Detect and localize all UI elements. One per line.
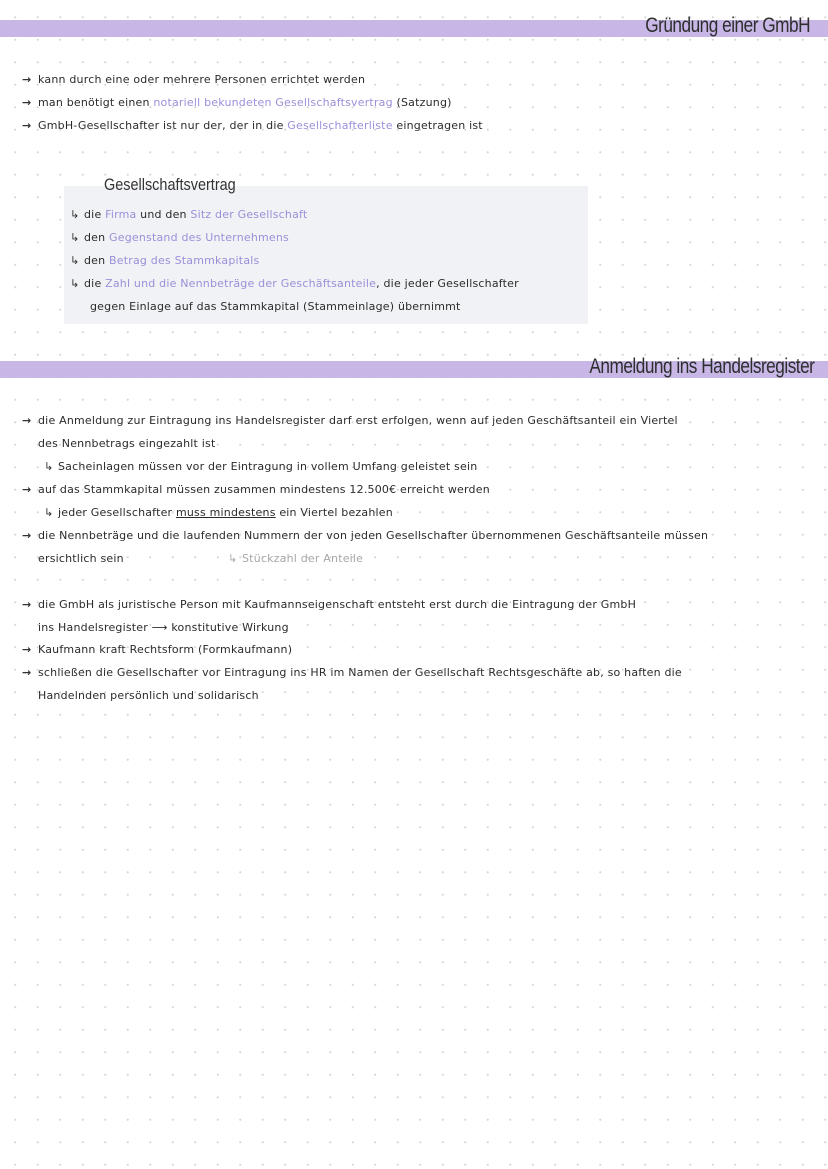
- item-text: die: [84, 208, 106, 221]
- hook-arrow-icon: ↳: [70, 254, 80, 267]
- bullet-line: [22, 666, 682, 680]
- arrow-icon: →: [22, 666, 32, 679]
- item-text: , die jeder Gesellschafter: [376, 277, 519, 290]
- bullet-text: konstitutive Wirkung: [171, 621, 289, 634]
- item-text: den: [84, 231, 110, 244]
- bullet-text: kann durch eine oder mehrere Personen errichtet werden: [38, 73, 366, 86]
- bullet-line: [22, 598, 636, 612]
- bullet-continuation: Handelnden persönlich und solidarisch: [38, 689, 259, 702]
- sub-text: Sacheinlagen müssen vor der Eintragung in vollem Umfang geleistet sein: [58, 460, 478, 473]
- bullet-text: Kaufmann kraft Rechtsform (Formkaufmann): [38, 643, 293, 656]
- box-item: [70, 277, 519, 291]
- highlight-text: Betrag des Stammkapitals: [109, 254, 260, 267]
- arrow-icon: →: [22, 529, 32, 542]
- arrow-icon: →: [22, 96, 32, 109]
- bullet-continuation: ersichtlich sein: [38, 552, 124, 565]
- highlight-text: notariell bekundeten Gesellschaftsvertrag: [153, 96, 393, 109]
- underlined-text: muss mindestens: [175, 506, 276, 519]
- hook-arrow-icon: ↳: [44, 460, 54, 473]
- bullet-text: die Anmeldung zur Eintragung ins Handelsregister darf erst erfolgen, wenn auf jeden Geschäftsanteil ein Viertel: [38, 414, 678, 427]
- bullet-line: [22, 96, 452, 110]
- bullet-line: [22, 414, 678, 428]
- box-item: [70, 231, 289, 245]
- arrow-icon: →: [22, 598, 32, 611]
- sub-text: ein Viertel bezahlen: [275, 506, 393, 519]
- arrow-icon: →: [22, 73, 32, 86]
- bullet-text: schließen die Gesellschafter vor Eintragung ins HR im Namen der Gesellschaft Rechtsgeschäfte ab, so haften die: [38, 666, 682, 679]
- highlight-text: Zahl und die Nennbeträge der Geschäftsanteile: [105, 277, 377, 290]
- bullet-text: GmbH-Gesellschafter ist nur der, der in die: [38, 119, 288, 132]
- bullet-text: (Satzung): [392, 96, 452, 109]
- sub-line: [44, 506, 393, 520]
- note-text: Stückzahl der Anteile: [242, 552, 364, 565]
- sub-line: [44, 460, 477, 474]
- bullet-text: auf das Stammkapital müssen zusammen mindestens 12.500€ erreicht werden: [38, 483, 490, 496]
- hook-arrow-icon: ↳: [44, 506, 54, 519]
- side-note: [228, 552, 363, 566]
- bullet-continuation: des Nennbetrags eingezahlt ist: [38, 437, 216, 450]
- hook-arrow-icon: ↳: [70, 277, 80, 290]
- item-text: und den: [136, 208, 191, 221]
- box-item: [70, 208, 307, 222]
- bullet-line: [22, 483, 490, 497]
- bullet-line: [22, 643, 292, 657]
- bullet-line: [22, 73, 365, 87]
- hook-arrow-icon: ↳: [70, 231, 80, 244]
- sub-text: jeder Gesellschafter: [58, 506, 176, 519]
- bullet-text: die GmbH als juristische Person mit Kaufmannseigenschaft entsteht erst durch die Eintragung der GmbH: [38, 598, 637, 611]
- bullet-line: [22, 119, 483, 133]
- long-arrow-icon: ⟶: [151, 621, 172, 634]
- arrow-icon: →: [22, 119, 32, 132]
- arrow-icon: →: [22, 483, 32, 496]
- hook-arrow-icon: ↳: [228, 552, 238, 565]
- hook-arrow-icon: ↳: [70, 208, 80, 221]
- highlight-text: Sitz der Gesellschaft: [190, 208, 308, 221]
- bullet-line: [22, 529, 708, 543]
- bullet-continuation: [38, 621, 289, 635]
- bullet-text: ins Handelsregister: [38, 621, 148, 634]
- item-text: den: [84, 254, 110, 267]
- box-item: [70, 254, 259, 268]
- highlight-text: Gegenstand des Unternehmens: [109, 231, 289, 244]
- highlight-text: Firma: [105, 208, 137, 221]
- section-title: Gründung einer GmbH: [645, 14, 810, 37]
- arrow-icon: →: [22, 643, 32, 656]
- bullet-text: man benötigt einen: [38, 96, 154, 109]
- box-item-continuation: gegen Einlage auf das Stammkapital (Stammeinlage) übernimmt: [90, 300, 461, 313]
- section-title: Anmeldung ins Handelsregister: [588, 355, 814, 378]
- bullet-text: die Nennbeträge und die laufenden Nummern der von jeden Gesellschafter übernommenen Geschäftsanteile müssen: [38, 529, 709, 542]
- arrow-icon: →: [22, 414, 32, 427]
- highlight-text: Gesellschafterliste: [287, 119, 393, 132]
- box-title: Gesellschaftsvertrag: [104, 175, 236, 194]
- item-text: die: [84, 277, 106, 290]
- bullet-text: eingetragen ist: [392, 119, 483, 132]
